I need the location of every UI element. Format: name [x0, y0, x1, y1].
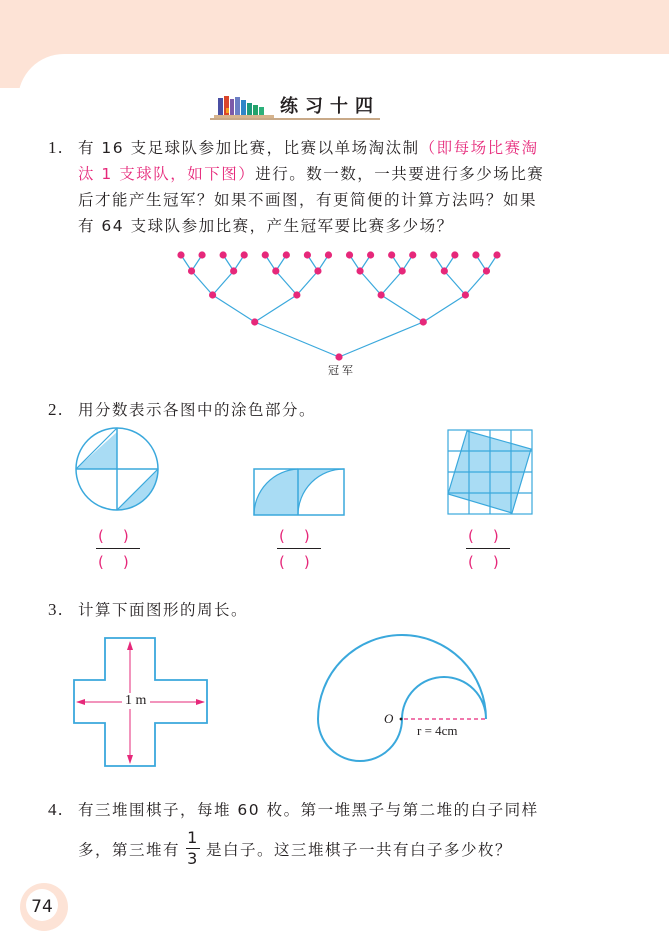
question-4-line-1: 有三堆围棋子，每堆 60 枚。第一堆黑子与第二堆的白子同样 [78, 801, 539, 819]
question-1-line-4: 有 64 支球队参加比赛，产生冠军要比赛多少场？ [78, 217, 454, 235]
answer-fraction-3[interactable]: ( ) ( ) [466, 527, 510, 571]
radius-label: r = 4cm [417, 723, 458, 738]
question-1-line-1: 有 16 支足球队参加比赛，比赛以单场淘汰制（即每场比赛淘 [78, 139, 539, 157]
answer-fraction-2[interactable]: ( ) ( ) [277, 527, 321, 571]
question-1-line-2: 汰 1 支球队，如下图）进行。数一数，一共要进行多少场比赛 [78, 165, 545, 183]
answer-fraction-1[interactable]: ( ) ( ) [96, 527, 140, 571]
cross-dimension-label: 1 m [125, 693, 147, 708]
question-number: 3. [48, 600, 64, 619]
question-3: 3. 计算下面图形的周长。 [78, 597, 598, 623]
page-title: 练习十四 [280, 96, 380, 117]
question-4-line-2: 多，第三堆有 $\frac{1}{3}$ 是白子。这三堆棋子一共有白子多少枚？ [78, 828, 513, 869]
page-number: 74 [31, 897, 53, 917]
page-number-badge [20, 883, 68, 931]
question-2: 2. 用分数表示各图中的涂色部分。 [78, 397, 598, 423]
question-number: 4. [48, 800, 64, 819]
champion-label: 冠军 [328, 364, 356, 377]
question-number: 2. [48, 400, 64, 419]
fraction-one-third: $\frac{1}{3}$ [187, 828, 199, 869]
question-number: 1. [48, 138, 64, 157]
question-1-line-3: 后才能产生冠军？如果不画图，有更简便的计算方法吗？如果 [78, 191, 538, 209]
center-label: O [384, 711, 394, 726]
question-4 [48, 797, 608, 870]
